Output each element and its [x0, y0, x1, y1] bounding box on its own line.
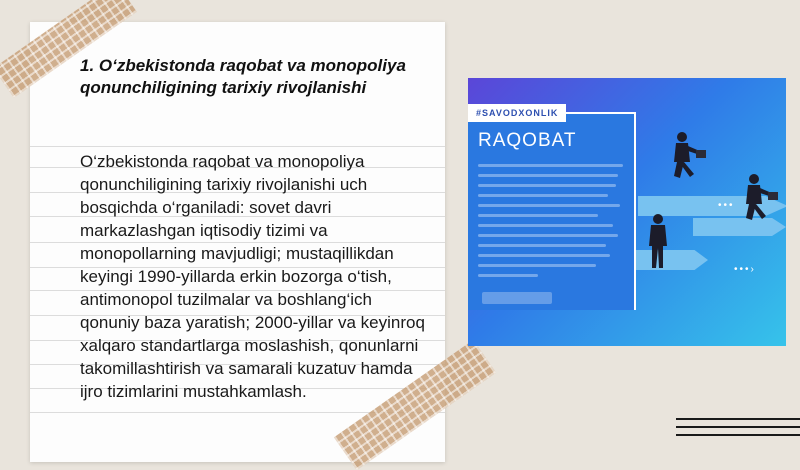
decorative-lines — [676, 418, 800, 442]
blurred-text-line — [478, 184, 616, 187]
raqobat-illustration — [468, 78, 786, 346]
blurred-text-line — [478, 194, 608, 197]
blurred-text-line — [478, 164, 623, 167]
blurred-text-line — [478, 264, 596, 267]
running-businessman-icon — [730, 172, 780, 232]
blurred-footer-tag — [482, 292, 552, 304]
blurred-text-line — [478, 274, 538, 277]
dots-decoration: •••› — [734, 264, 756, 275]
standing-businessman-icon — [636, 212, 680, 270]
blurred-text-line — [478, 224, 613, 227]
blurred-text-line — [478, 214, 598, 217]
blurred-text-line — [478, 204, 620, 207]
blurred-text-line — [478, 234, 618, 237]
slide-title: 1. O‘zbekistonda raqobat va monopoliya qonunchiligining tarixiy rivojlanishi — [80, 56, 406, 97]
blurred-text-line — [478, 174, 618, 177]
slide-body-text: O‘zbekistonda raqobat va monopoliya qonunchiligining tarixiy rivojlanishi uch bosqichda o‘rganiladi: sovet davri markazlashgan iqtisodiy tizimi va monopollarning mavjudligi; mustaqillikdan keyingi 1990-yillarda erkin bozorga o‘tish, antimonopol tuzilmalar va boshlang‘ich qonuniy baza yaratish; 2000-yillar va keyinroq xalqaro standartlarga moslashish, qonunlarni takomillashtirish va samarali kuzatuv hamda ijro tizimlarini mustahkamlash. — [80, 152, 425, 401]
info-panel — [468, 112, 636, 310]
card-heading: RAQOBAT — [478, 130, 577, 151]
paper-rule — [30, 146, 445, 147]
blurred-text-line — [478, 244, 606, 247]
hashtag-badge: #SAVODXONLIK — [468, 104, 566, 122]
running-businessman-icon — [658, 130, 708, 190]
blurred-text-line — [478, 254, 610, 257]
dots-decoration: ••• — [718, 200, 735, 211]
